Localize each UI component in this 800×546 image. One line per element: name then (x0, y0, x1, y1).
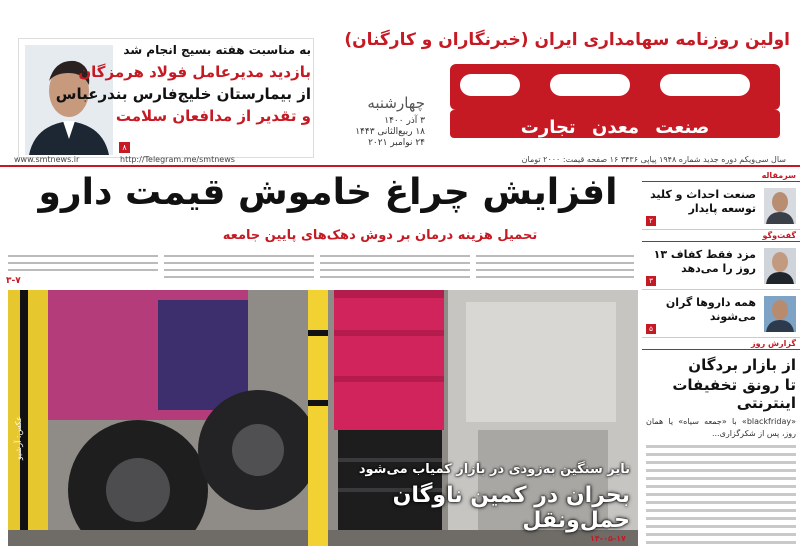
promo-line: بازدید مدیرعامل فولاد هرمزگان (78, 63, 311, 81)
report-text-lines (646, 440, 796, 546)
story-column (476, 250, 634, 280)
story-column (8, 250, 158, 280)
sidebar-item-text: همه دارو‌ها گران می‌شوند (665, 296, 756, 323)
photo-kicker: تایر سنگین به‌زودی در بازار کمیاب می‌شود (358, 462, 630, 477)
site-link[interactable]: www.smtnews.ir (14, 155, 80, 164)
report-body (642, 416, 800, 546)
sidebar-item-editorial[interactable] (642, 182, 800, 230)
report-body-start: «blackfriday» با «جمعه سیاه» یا همان روز، پس از شکرگزاری... (646, 417, 796, 438)
section-label-report: گزارش روز (642, 338, 800, 350)
tagline: اولین روزنامه سهامداری ایران (خبرنگاران و کارگنان) (344, 30, 790, 50)
sidebar-item-text: مزد فقط کفاف ۱۳ روز را می‌دهد (653, 248, 756, 275)
photo-caption[interactable] (280, 462, 630, 533)
sidebar-item-medicine[interactable] (642, 290, 800, 338)
date-solar: ۳ آذر ۱۴۰۰ (384, 116, 425, 126)
date-gregorian: ۲۴ نوامبر ۲۰۲۱ (368, 138, 425, 148)
issue-info: سال سی‌ویکم دوره جدید شماره ۱۹۴۸ پیاپی ۳۴۳۶ ۱۶ صفحه قیمت: ۲۰۰۰ تومان (521, 155, 786, 164)
promo-box[interactable] (18, 38, 314, 158)
columnist-photo (764, 188, 796, 224)
report-subtitle[interactable]: تا رونق تخفیفات اینترنتی (672, 376, 796, 412)
page-badge: ۳ (646, 276, 656, 286)
story-column (320, 250, 470, 280)
info-bar (0, 155, 800, 167)
main-subheadline: تحمیل هزینه درمان بر دوش دهک‌های پایین جامعه (222, 228, 538, 243)
sidebar-item-text: صنعت احداث و کلید توسعه پایدار (650, 188, 756, 215)
report-title[interactable]: از بازار بردگان (688, 356, 796, 374)
photo-title: بحران در کمین ناوگان حمل‌ونقل (392, 483, 630, 533)
page-badge: ۵ (646, 324, 656, 334)
continued-page: ۳-۷ (6, 276, 21, 286)
section-label-interview: گفت‌وگو (642, 230, 800, 242)
weekday: چهارشنبه (367, 94, 425, 112)
date-lunar: ۱۸ ربیع‌الثانی ۱۴۴۳ (355, 127, 425, 137)
interviewee-photo (764, 248, 796, 284)
photo-credit: عکس: آرشیو (14, 416, 23, 460)
section-label-editorial: سرمقاله (642, 170, 800, 182)
promo-page-badge: ۸ (119, 142, 130, 153)
promo-line: از بیمارستان خلیج‌فارس بندرعباس (55, 85, 311, 103)
story-column (164, 250, 314, 280)
main-headline[interactable]: افزایش چراغ خاموش قیمت دارو (38, 172, 618, 213)
promo-occasion: به مناسبت هفته بسیج انجام شد (123, 43, 311, 57)
page-badge: ۲ (646, 216, 656, 226)
person-photo (764, 296, 796, 332)
promo-text (55, 43, 311, 127)
dates (345, 116, 425, 149)
promo-line: و تقدیر از مدافعان سلامت (115, 107, 311, 125)
telegram-link[interactable]: http://Telegram.me/smtnews (120, 155, 235, 164)
bottom-date: ۱۴-۰۵-۱۷ (590, 534, 626, 543)
sidebar (642, 170, 800, 546)
masthead (0, 0, 800, 158)
sidebar-item-interview[interactable] (642, 242, 800, 290)
logo-subtitle: صنعت معدن تجارت (520, 117, 710, 138)
